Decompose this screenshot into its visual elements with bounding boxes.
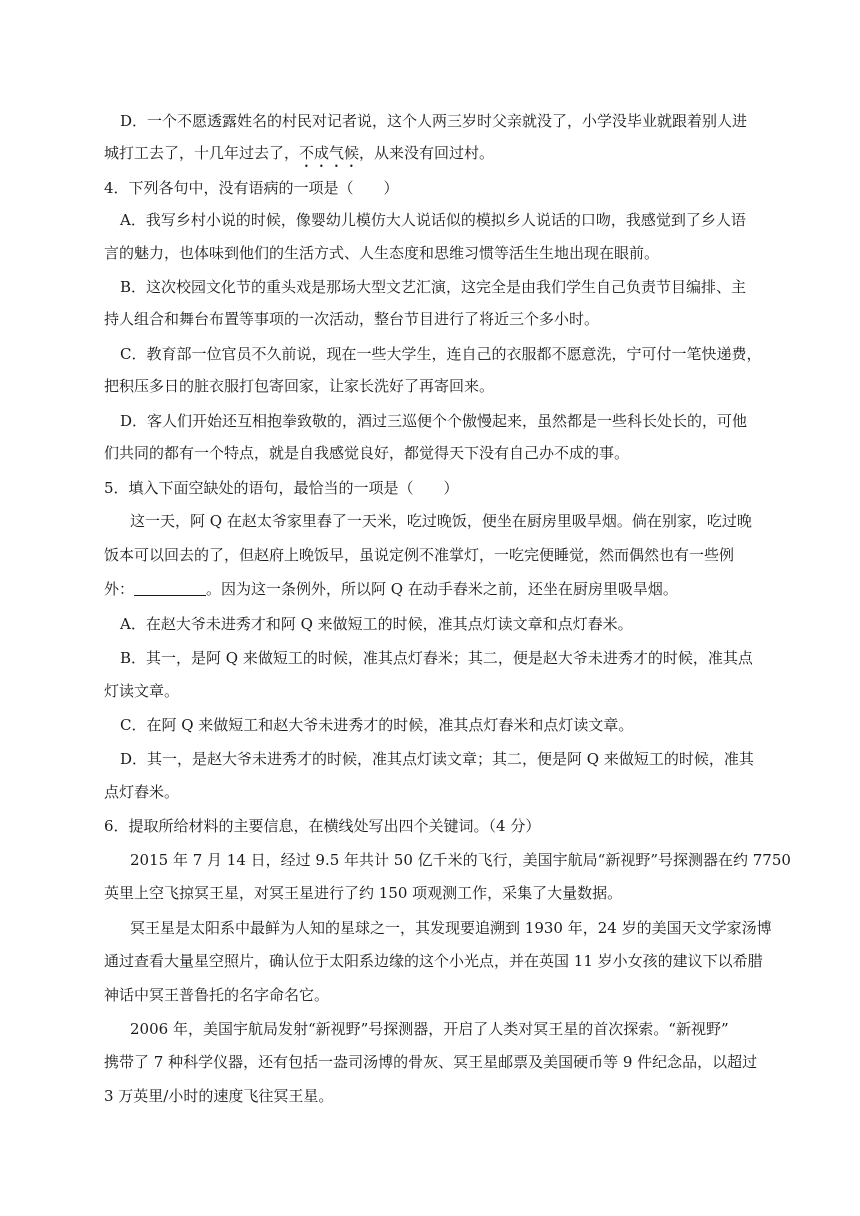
q6-material-p2-line-2: 通过查看大量星空照片，确认位于太阳系边缘的这个小光点，并在英国 11 岁小女孩的建议下以希腊: [104, 952, 763, 970]
q3-option-d-line-1: D．一个不愿透露姓名的村民对记者说，这个人两三岁时父亲就没了，小学没毕业就跟着别人进: [120, 112, 748, 130]
q6-stem: 6．提取所给材料的主要信息，在横线处写出四个关键词。（4 分）: [104, 817, 541, 835]
q5-option-d-line-2: 点灯舂米。: [104, 783, 180, 801]
q4-option-c-line-2: 把积压多日的脏衣服打包寄回家，让家长洗好了再寄回来。: [104, 377, 495, 395]
q5-option-b-line-2: 灯读文章。: [104, 682, 180, 700]
q3-option-d-line-2: [104, 143, 494, 171]
q6-material-p2-line-1: 冥王星是太阳系中最鲜为人知的星球之一，其发现要追溯到 1930 年，24 岁的美国天文学家汤博: [130, 919, 772, 937]
q4-option-b-line-1: B．这次校园文化节的重头戏是那场大型文艺汇演，这完全是由我们学生自己负责节目编排、主: [120, 278, 747, 296]
answer-blank: [134, 581, 206, 596]
q6-material-p2-line-3: 神话中冥王普鲁托的名字命名它。: [104, 986, 330, 1004]
q4-stem: 4．下列各句中，没有语病的一项是（ ）: [104, 179, 399, 197]
q5-option-b-line-1: B．其一，是阿 Q 来做短工的时候，准其点灯舂米；其二，便是赵大爷未进秀才的时候，准其点: [120, 649, 753, 667]
q4-option-c-line-1: C．教育部一位官员不久前说，现在一些大学生，连自己的衣服都不愿意洗，宁可付一笔快递费，: [120, 345, 762, 363]
q4-option-a-line-1: A．我写乡村小说的时候，像婴幼儿模仿大人说话似的模拟乡人说话的口吻，我感觉到了乡人语: [120, 211, 746, 229]
q4-option-a-line-2: 言的魅力，也体味到他们的生活方式、人生态度和思维习惯等活生生地出现在眼前。: [104, 244, 660, 262]
q5-stem: 5．填入下面空缺处的语句，最恰当的一项是（ ）: [104, 479, 459, 497]
q3-d-emphasized-phrase: 不成气候: [299, 144, 360, 162]
q6-material-p3-line-3: 3 万英里/小时的速度飞往冥王星。: [104, 1087, 334, 1105]
q3-d-text-pre: 城打工去了，十几年过去了，: [104, 144, 300, 162]
q5-option-d-line-1: D．其一，是赵大爷未进秀才的时候，准其点灯读文章；其二，便是阿 Q 来做短工的时候，准其: [120, 750, 754, 768]
q5-option-a: A．在赵大爷未进秀才和阿 Q 来做短工的时候，准其点灯读文章和点灯舂米。: [120, 615, 633, 633]
q5-passage-pre-blank: 外：: [104, 580, 135, 598]
q5-option-c: C．在阿 Q 来做短工和赵大爷未进秀才的时候，准其点灯舂米和点灯读文章。: [120, 716, 634, 734]
q4-option-b-line-2: 持人组合和舞台布置等事项的一次活动，整台节目进行了将近三个多小时。: [104, 310, 600, 328]
q6-material-p3-line-1: 2006 年，美国宇航局发射“新视野”号探测器，开启了人类对冥王星的首次探索。“新视野”: [130, 1020, 729, 1038]
q5-passage-post-blank: 。因为这一条例外，所以阿 Q 在动手舂米之前，还坐在厨房里吸旱烟。: [206, 580, 678, 598]
q5-passage-line-1: 这一天，阿 Q 在赵太爷家里舂了一天米，吃过晚饭，便坐在厨房里吸旱烟。倘在别家，吃过晚: [130, 512, 752, 530]
q3-d-text-post: ，从来没有回过村。: [359, 144, 495, 162]
q4-option-d-line-2: 们共同的都有一个特点，就是自我感觉良好，都觉得天下没有自己办不成的事。: [104, 444, 630, 462]
q5-passage-line-3: [104, 579, 678, 599]
q6-material-p3-line-2: 携带了 7 种科学仪器，还有包括一盎司汤博的骨灰、冥王星邮票及美国硬币等 9 件纪念品，以超过: [104, 1053, 758, 1071]
q4-option-d-line-1: D．客人们开始还互相抱拳致敬的，酒过三巡便个个傲慢起来，虽然都是一些科长处长的，可他: [120, 412, 748, 430]
q6-material-p1-line-1: 2015 年 7 月 14 日，经过 9.5 年共计 50 亿千米的飞行，美国宇航局“新视野”号探测器在约 7750: [130, 851, 791, 869]
q5-passage-line-2: 饭本可以回去的了，但赵府上晚饭早，虽说定例不准掌灯，一吃完便睡觉，然而偶然也有一些例: [104, 546, 735, 564]
q6-material-p1-line-2: 英里上空飞掠冥王星，对冥王星进行了约 150 项观测工作，采集了大量数据。: [104, 884, 623, 902]
